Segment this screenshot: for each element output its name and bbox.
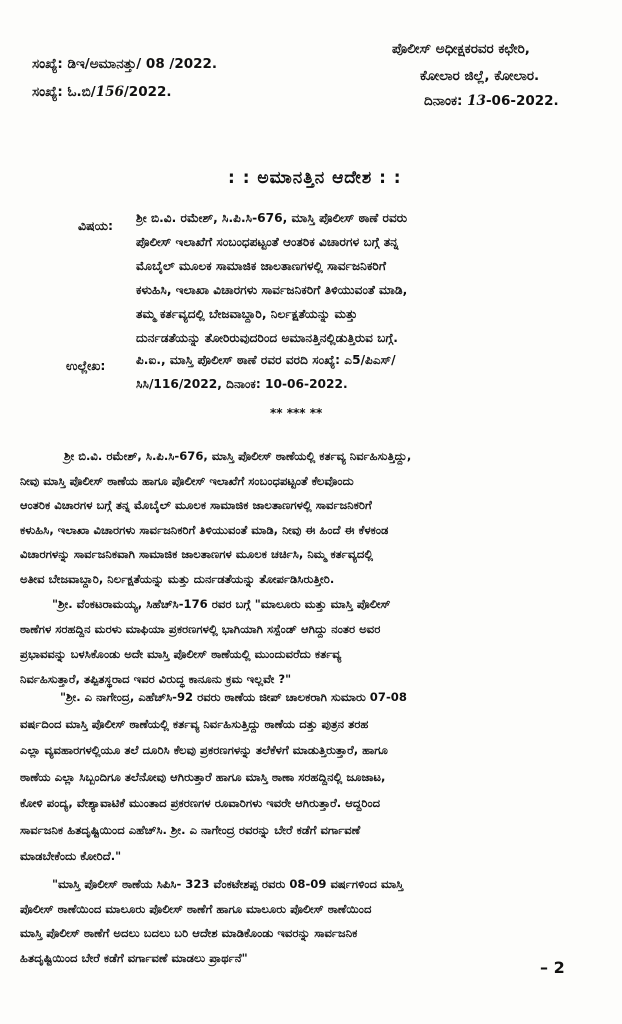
paragraph-line: ಎಲ್ಲಾ ವ್ಯವಹಾರಗಳಲ್ಲಿಯೂ ತಲೆ ದೂರಿಸಿ ಕೆಲವು ಪ್ರಕರಣಗಳನ್ನು ತಲೆಕೆಳಗೆ ಮಾಡುತ್ತಿರುತ್ತಾರೆ, ಹಾಗೂ	[20, 743, 388, 757]
paragraph-line: ಕೋಳಿ ಪಂದ್ಯ, ವೇಶ್ಯಾವಾಟಿಕೆ ಮುಂತಾದ ಪ್ರಕರಣಗಳ ರೂವಾರಿಗಳು ಇವರೇ ಆಗಿರುತ್ತಾರೆ. ಆದ್ದರಿಂದ	[20, 796, 381, 810]
section-separator: ** *** **	[270, 406, 323, 420]
paragraph-line: ವರ್ಷದಿಂದ ಮಾಸ್ತಿ ಪೊಲೀಸ್ ಠಾಣೆಯಲ್ಲಿ ಕರ್ತವ್ಯ ನಿರ್ವಹಿಸುತ್ತಿದ್ದು ಠಾಣೆಯ ದತ್ತು ಪುತ್ರನ ತರಹ	[20, 716, 369, 731]
subject-line: ಪೊಲೀಸ್ ಇಲಾಖೆಗೆ ಸಂಬಂಧಪಟ್ಟಂತೆ ಆಂತರಿಕ ವಿಚಾರಗಳ ಬಗ್ಗೆ ತನ್ನ	[136, 235, 399, 249]
paragraph-line: ಪೊಲೀಸ್ ಠಾಣೆಯಿಂದ ಮಾಲೂರು ಪೊಲೀಸ್ ಠಾಣೆಗೆ ಹಾಗೂ ಮಾಲೂರು ಪೊಲೀಸ್ ಠಾಣೆಯಿಂದ	[20, 901, 372, 916]
reference-label: ಉಲ್ಲೇಖ:	[66, 358, 106, 373]
paragraph-line: ಸಾರ್ವಜನಿಕ ಹಿತದೃಷ್ಟಿಯಿಂದ ಎಹೆಚ್‌ಸಿ. ಶ್ರೀ. ಎ ನಾಗೇಂದ್ರ ರವರನ್ನು ಬೇರೆ ಕಡೆಗೆ ವರ್ಗಾವಣೆ	[20, 822, 361, 837]
paragraph-line: "ಶ್ರೀ. ಎ ನಾಗೇಂದ್ರ, ಎಹೆಚ್‌ಸಿ-92 ರವರು ಠಾಣೆಯ ಜೀಪ್ ಚಾಲಕರಾಗಿ ಸುಮಾರು 07-08	[60, 690, 407, 704]
paragraph-line: ಮಾಸ್ತಿ ಪೊಲೀಸ್ ಠಾಣೆಗೆ ಅದಲು ಬದಲು ಬರಿ ಆದೇಶ ಮಾಡಿಕೊಂಡು ಇವರನ್ನು ಸಾರ್ವಜನಿಕ	[20, 926, 358, 940]
document-date	[424, 93, 559, 109]
paragraph-line: ವಿಚಾರಗಳನ್ನು ಸಾರ್ವಜನಿಕವಾಗಿ ಸಾಮಾಜಿಕ ಜಾಲತಾಣಗಳ ಮೂಲಕ ಚರ್ಚಿಸಿ, ನಿಮ್ಮ ಕರ್ತವ್ಯದಲ್ಲಿ	[20, 547, 374, 561]
reference-line: ಪಿ.ಐ., ಮಾಸ್ತಿ ಪೊಲೀಸ್ ಠಾಣೆ ರವರ ವರದಿ ಸಂಖ್ಯೆ: ಎ5/ಪಿಎಸ್/	[136, 353, 396, 367]
paragraph-line: ಶ್ರೀ ಬಿ.ವಿ. ರಮೇಶ್, ಸಿ.ಪಿ.ಸಿ-676, ಮಾಸ್ತಿ ಪೊಲೀಸ್ ಠಾಣೆಯಲ್ಲಿ ಕರ್ತವ್ಯ ನಿರ್ವಹಿಸುತ್ತಿದ್ದು,	[64, 449, 412, 463]
handwritten-date-day: 13	[467, 93, 486, 109]
reference-number-1: ಸಂಖ್ಯೆ: ಡಿಇ/ಅಮಾನತ್ತು/ 08 /2022.	[32, 56, 218, 72]
body-paragraph-1	[20, 444, 592, 591]
body-paragraph-3	[20, 684, 592, 870]
date-suffix: -06-2022.	[485, 93, 559, 109]
body-paragraph-2	[20, 592, 592, 692]
paragraph-line: ಪ್ರಭಾವವನ್ನು ಬಳಸಿಕೊಂಡು ಅದೇ ಮಾಸ್ತಿ ಪೊಲೀಸ್ ಠಾಣೆಯಲ್ಲಿ ಮುಂದುವರೆದು ಕರ್ತವ್ಯ	[20, 647, 342, 661]
page-number: – 2	[540, 958, 565, 977]
subject-line: ದುರ್ನಡತೆಯನ್ನು ತೋರಿರುವುದರಿಂದ ಅಮಾನತ್ತಿನಲ್ಲಿಡುತ್ತಿರುವ ಬಗ್ಗೆ.	[136, 331, 398, 345]
reference-number-2-suffix: /2022.	[123, 84, 172, 100]
paragraph-line: ಠಾಣೆಗಳ ಸರಹದ್ದಿನ ಮರಳು ಮಾಫಿಯಾ ಪ್ರಕರಣಗಳಲ್ಲಿ ಭಾಗಿಯಾಗಿ ಸಸ್ಪೆಂಡ್ ಆಗಿದ್ದು ನಂತರ ಅವರ	[20, 622, 381, 636]
office-location: ಕೋಲಾರ ಜಿಲ್ಲೆ, ಕೋಲಾರ.	[420, 68, 540, 84]
paragraph-line: ನಿರ್ವಹಿಸುತ್ತಾರೆ, ತಪ್ಪಿತಸ್ಥರಾದ ಇವರ ವಿರುದ್ಧ ಕಾನೂನು ಕ್ರಮ ಇಲ್ಲವೇ ?"	[20, 672, 292, 686]
subject-line: ಮೊಬೈಲ್ ಮೂಲಕ ಸಾಮಾಜಿಕ ಜಾಲತಾಣಗಳಲ್ಲಿ ಸಾರ್ವಜನಿಕರಿಗೆ	[136, 259, 386, 273]
paragraph-line: "ಮಾಸ್ತಿ ಪೊಲೀಸ್ ಠಾಣೆಯ ಸಿಪಿಸಿ- 323 ವೆಂಕಟೇಶಪ್ಪ ರವರು 08-09 ವರ್ಷಗಳಿಂದ ಮಾಸ್ತಿ	[52, 877, 404, 891]
reference-line: ಸಿಸಿ/116/2022, ದಿನಾಂಕ: 10-06-2022.	[136, 377, 348, 391]
subject-text	[136, 206, 568, 350]
paragraph-line: ಕಳುಹಿಸಿ, ಇಲಾಖಾ ವಿಚಾರಗಳು ಸಾರ್ವಜನಿಕರಿಗೆ ತಿಳಿಯುವಂತೆ ಮಾಡಿ, ನೀವು ಈ ಹಿಂದೆ ಈ ಕೆಳಕಂಡ	[20, 522, 389, 537]
subject-line: ಶ್ರೀ ಬಿ.ವಿ. ರಮೇಶ್, ಸಿ.ಪಿ.ಸಿ-676, ಮಾಸ್ತಿ ಪೊಲೀಸ್ ಠಾಣೆ ರವರು	[136, 211, 408, 225]
handwritten-ob-number: 156	[95, 84, 124, 100]
subject-label: ವಿಷಯ:	[78, 218, 113, 233]
paragraph-line: ಅತೀವ ಬೇಜವಾಬ್ದಾರಿ, ನಿರ್ಲಕ್ಷತೆಯನ್ನು ಮತ್ತು ದುರ್ನಡತೆಯನ್ನು ತೋರ್ಪಡಿಸಿರುತ್ತೀರಿ.	[20, 571, 335, 586]
office-name: ಪೊಲೀಸ್ ಅಧೀಕ್ಷಕರವರ ಕಛೇರಿ,	[392, 41, 530, 57]
paragraph-line: ಆಂತರಿಕ ವಿಚಾರಗಳ ಬಗ್ಗೆ ತನ್ನ ಮೊಬೈಲ್ ಮೂಲಕ ಸಾಮಾಜಿಕ ಜಾಲತಾಣಗಳಲ್ಲಿ ಸಾರ್ವಜನಿಕರಿಗೆ	[20, 498, 372, 512]
paragraph-line: ನೀವು ಮಾಸ್ತಿ ಪೊಲೀಸ್ ಠಾಣೆಯ ಹಾಗೂ ಪೊಲೀಸ್ ಇಲಾಖೆಗೆ ಸಂಬಂಧಪಟ್ಟಂತೆ ಕೆಲವೊಂದು	[20, 473, 354, 488]
paragraph-line: ಮಾಡಬೇಕೆಂದು ಕೋರಿದೆ."	[20, 849, 122, 863]
body-paragraph-4	[20, 872, 592, 970]
paragraph-line: ಹಿತದೃಷ್ಟಿಯಿಂದ ಬೇರೆ ಕಡೆಗೆ ವರ್ಗಾವಣೆ ಮಾಡಲು ಪ್ರಾರ್ಥನೆ"	[20, 950, 248, 965]
reference-number-2-prefix: ಸಂಖ್ಯೆ: ಓ.ಬಿ/	[32, 84, 96, 100]
subject-line: ಕಳುಹಿಸಿ, ಇಲಾಖಾ ವಿಚಾರಗಳು ಸಾರ್ವಜನಿಕರಿಗೆ ತಿಳಿಯುವಂತೆ ಮಾಡಿ,	[136, 283, 408, 297]
paragraph-line: ಠಾಣೆಯ ಎಲ್ಲಾ ಸಿಬ್ಬಂದಿಗೂ ತಲೆನೋವು ಆಗಿರುತ್ತಾರೆ ಹಾಗೂ ಮಾಸ್ತಿ ಠಾಣಾ ಸರಹದ್ದಿನಲ್ಲಿ ಜೂಜಾಟ,	[20, 769, 386, 784]
reference-text	[136, 348, 568, 396]
date-label: ದಿನಾಂಕ:	[424, 93, 463, 109]
subject-line: ತಮ್ಮ ಕರ್ತವ್ಯದಲ್ಲಿ ಬೇಜವಾಬ್ದಾರಿ, ನಿರ್ಲಕ್ಷತೆಯನ್ನು ಮತ್ತು	[136, 307, 358, 321]
reference-number-2	[32, 84, 172, 100]
paragraph-line: "ಶ್ರೀ. ವೆಂಕಟರಾಮಯ್ಯ, ಸಿಹೆಚ್‌ಸಿ-176 ರವರ ಬಗ್ಗೆ "ಮಾಲೂರು ಮತ್ತು ಮಾಸ್ತಿ ಪೊಲೀಸ್	[52, 597, 391, 611]
order-title: : : ಅಮಾನತ್ತಿನ ಆದೇಶ : :	[228, 168, 402, 188]
